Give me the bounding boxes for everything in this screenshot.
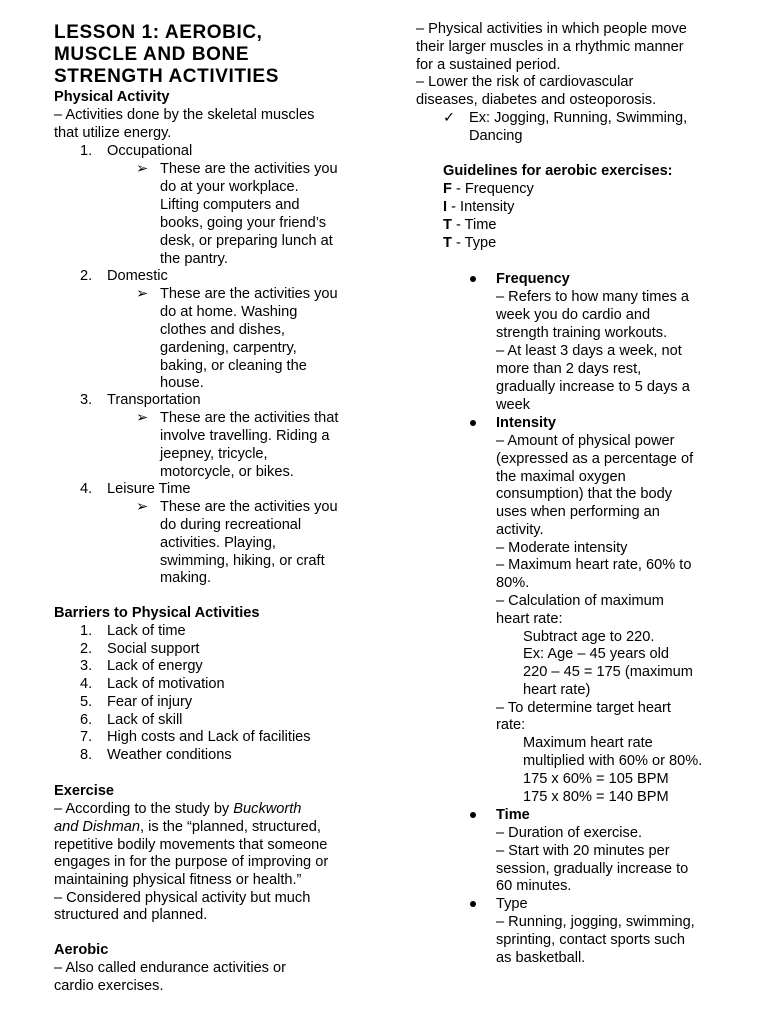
checkmark-icon: ✓ [443,110,456,126]
aerobic-text: – Also called endurance activities or [54,960,287,976]
arrow-bullet-icon: ➢ [136,161,149,177]
aerobic-text: – Lower the risk of cardiovascular [416,74,634,90]
barrier-item: Lack of time [107,623,186,639]
time-text: – Duration of exercise. [496,825,643,841]
time-text: session, gradually increase to [496,861,689,877]
fitt-letter: F [443,181,452,197]
barrier-item: High costs and Lack of facilities [107,729,311,745]
lesson-title-line-2: MUSCLE AND BONE [54,44,250,65]
list-number: 1. [80,623,93,639]
aerobic-heading: Aerobic [54,942,109,958]
pa-definition: – Activities done by the skeletal muscles [54,107,315,123]
pa-item-desc: do during recreational [160,517,302,533]
barriers-heading: Barriers to Physical Activities [54,605,260,621]
calc-text: Maximum heart rate [523,735,653,751]
aerobic-text: cardio exercises. [54,978,164,994]
intensity-text: – To determine target heart [496,700,671,716]
aerobic-text: diseases, diabetes and osteoporosis. [416,92,657,108]
pa-item-desc: motorcycle, or bikes. [160,464,294,480]
bullet-dot-icon [470,812,476,818]
exercise-text: – Considered physical activity but much [54,890,311,906]
pa-item-desc: Lifting computers and [160,197,300,213]
pa-item-label: Domestic [107,268,168,284]
pa-definition: that utilize energy. [54,125,172,141]
barrier-item: Lack of energy [107,658,203,674]
barrier-item: Lack of skill [107,712,183,728]
frequency-heading: Frequency [496,271,570,287]
fitt-label: - Time [451,217,497,233]
pa-item-desc: gardening, carpentry, [160,340,297,356]
fitt-item [443,234,496,252]
type-text: as basketball. [496,950,586,966]
time-text: – Start with 20 minutes per [496,843,670,859]
author-citation: Buckworth [233,801,302,817]
list-number: 7. [80,729,93,745]
intensity-text: uses when performing an [496,504,660,520]
barrier-item: Social support [107,641,200,657]
fitt-item [443,198,514,216]
pa-item-desc: the pantry. [160,251,228,267]
intensity-text: – Amount of physical power [496,433,675,449]
pa-item-desc: involve travelling. Riding a [160,428,330,444]
intensity-text: – Calculation of maximum [496,593,664,609]
intensity-text: the maximal oxygen [496,469,626,485]
pa-item-desc: books, going your friend’s [160,215,327,231]
list-number: 2. [80,268,93,284]
frequency-text: – Refers to how many times a [496,289,690,305]
aerobic-text: for a sustained period. [416,57,561,73]
intensity-text: rate: [496,717,526,733]
frequency-text: gradually increase to 5 days a [496,379,690,395]
example-text: Dancing [469,128,523,144]
example-text: Ex: Jogging, Running, Swimming, [469,110,688,126]
list-number: 1. [80,143,93,159]
pa-item-desc: These are the activities you [160,499,338,515]
calc-text: multiplied with 60% or 80%. [523,753,703,769]
pa-item-desc: activities. Playing, [160,535,276,551]
pa-item-label: Leisure Time [107,481,191,497]
pa-item-desc: swimming, hiking, or craft [160,553,325,569]
calc-text: 175 x 80% = 140 BPM [523,789,669,805]
list-number: 4. [80,481,93,497]
lesson-title-line-1: LESSON 1: AEROBIC, [54,22,263,43]
pa-item-desc: desk, or preparing lunch at [160,233,333,249]
exercise-text [54,818,321,836]
calc-text: Subtract age to 220. [523,629,655,645]
pa-item-label: Occupational [107,143,193,159]
guidelines-heading: Guidelines for aerobic exercises: [443,163,673,179]
exercise-text: maintaining physical fitness or health.” [54,872,302,888]
barrier-item: Fear of injury [107,694,193,710]
intensity-text: heart rate: [496,611,563,627]
pa-item-desc: These are the activities you [160,161,338,177]
list-number: 8. [80,747,93,763]
exercise-text-pre: – According to the study by [54,801,234,817]
intensity-heading: Intensity [496,415,557,431]
aerobic-text: their larger muscles in a rhythmic manner [416,39,684,55]
list-number: 2. [80,641,93,657]
pa-item-desc: do at home. Washing [160,304,298,320]
frequency-text: week [496,397,531,413]
fitt-letter: I [443,199,448,215]
calc-text: 175 x 60% = 105 BPM [523,771,669,787]
pa-item-desc: These are the activities that [160,410,339,426]
intensity-text: (expressed as a percentage of [496,451,694,467]
frequency-text: week you do cardio and [496,307,651,323]
barrier-item: Weather conditions [107,747,232,763]
exercise-text: repetitive bodily movements that someone [54,837,328,853]
intensity-text: – Maximum heart rate, 60% to [496,557,692,573]
fitt-item [443,216,497,234]
fitt-letter: T [443,217,452,233]
pa-item-desc: baking, or cleaning the [160,358,307,374]
pa-item-desc: These are the activities you [160,286,338,302]
lesson-title-line-3: STRENGTH ACTIVITIES [54,66,279,87]
type-heading: Type [496,896,528,912]
intensity-text: consumption) that the body [496,486,673,502]
pa-item-desc: house. [160,375,204,391]
aerobic-text: – Physical activities in which people move [416,21,687,37]
pa-item-desc: jeepney, tricycle, [160,446,268,462]
physical-activity-heading: Physical Activity [54,89,170,105]
frequency-text: more than 2 days rest, [496,361,642,377]
calc-text: 220 – 45 = 175 (maximum [523,664,693,680]
list-number: 4. [80,676,93,692]
intensity-text: activity. [496,522,544,538]
frequency-text: strength training workouts. [496,325,668,341]
bullet-dot-icon [470,901,476,907]
list-number: 6. [80,712,93,728]
fitt-label: - Type [451,235,497,251]
bullet-dot-icon [470,420,476,426]
calc-text: heart rate) [523,682,591,698]
calc-text: Ex: Age – 45 years old [523,646,670,662]
pa-item-label: Transportation [107,392,201,408]
fitt-item [443,180,534,198]
type-text: – Running, jogging, swimming, [496,914,695,930]
time-heading: Time [496,807,530,823]
list-number: 5. [80,694,93,710]
arrow-bullet-icon: ➢ [136,410,149,426]
pa-item-desc: clothes and dishes, [160,322,285,338]
pa-item-desc: making. [160,570,212,586]
exercise-text: structured and planned. [54,907,208,923]
fitt-letter: T [443,235,452,251]
pa-item-desc: do at your workplace. [160,179,299,195]
intensity-text: 80%. [496,575,530,591]
author-citation: and Dishman [54,819,140,835]
type-text: sprinting, contact sports such [496,932,685,948]
arrow-bullet-icon: ➢ [136,499,149,515]
exercise-text: engages in for the purpose of improving or [54,854,329,870]
exercise-text-post: , is the “planned, structured, [140,819,321,835]
intensity-text: – Moderate intensity [496,540,628,556]
list-number: 3. [80,392,93,408]
arrow-bullet-icon: ➢ [136,286,149,302]
list-number: 3. [80,658,93,674]
exercise-heading: Exercise [54,783,115,799]
barrier-item: Lack of motivation [107,676,225,692]
frequency-text: – At least 3 days a week, not [496,343,682,359]
time-text: 60 minutes. [496,878,572,894]
fitt-label: - Intensity [447,199,515,215]
fitt-label: - Frequency [451,181,534,197]
bullet-dot-icon [470,276,476,282]
exercise-text [54,800,301,818]
